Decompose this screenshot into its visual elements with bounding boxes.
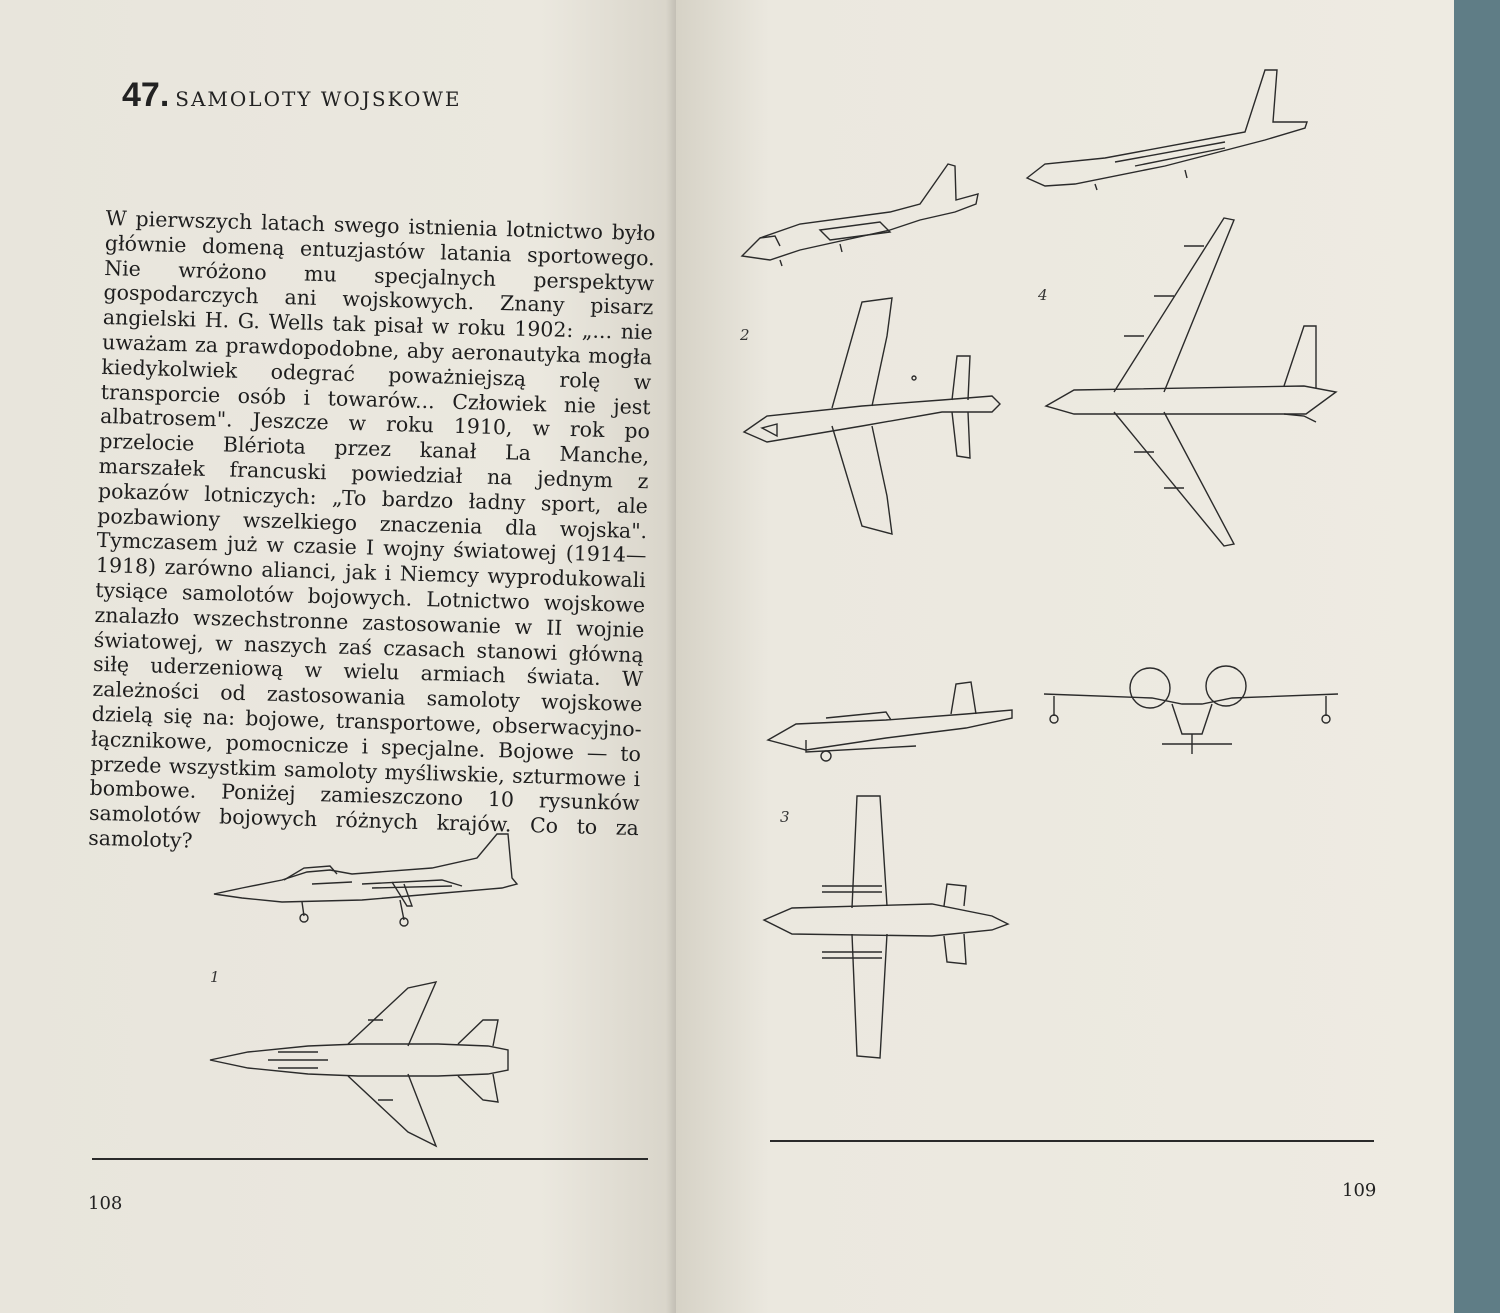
- body-text: W pierwszych latach swego istnienia lotnictwo było głównie domeną entuzjastów latania sportowego. Nie wróżono mu specjalnych perspektyw gospodarczych ani wojskowych. Znany pisarz angielski H. G. Wells tak pisał w roku 1902: „... nie uważam za prawdopodobne, aby aeronautyka mogła kiedykolwiek odegrać poważniejszą rolę w transporcie osób i towarów... Człowiek nie jest albatrosem". Jeszcze w roku 1910, w rok po przelocie Blériota przez kanał La Manche, marszałek francuski powiedział na jednym z pokazów lotniczych: „To bardzo ładny sport, ale pozbawiony wszelkiego znaczenia dla wojska". Tymczasem już w czasie I wojny światowej (1914—1918) zarówno alianci, jak i Niemcy wyprodukowali tysiące samolotów bojowych. Lotnictwo wojskowe znalazło wszechstronne zastosowanie w II wojnie światowej, w naszych zaś czasach stanowi główną siłę uderzeniową w wielu armiach świata. W zależności od zastosowania samoloty wojskowe dzielą się na: bojowe, transportowe, obserwacyjno-łącznikowe, pomocnicze i specjalne. Bojowe — to przede wszystkim samoloty myśliwskie, szturmowe i bombowe. Poniżej zamieszczono 10 rysunków samolotów bojowych różnych krajów. Co to za samoloty?: [88, 206, 656, 853]
- aircraft-1-top-view: [208, 980, 518, 1150]
- left-bottom-rule: [92, 1158, 648, 1160]
- section-heading: [122, 76, 462, 115]
- aircraft-3-top-view: [762, 794, 1010, 1060]
- figure-1-label: 1: [210, 968, 220, 986]
- section-number: 47.: [122, 76, 170, 114]
- figure-2-label: 2: [740, 326, 750, 344]
- section-title: SAMOLOTY WOJSKOWE: [175, 87, 462, 111]
- aircraft-4-top-view: [1044, 216, 1344, 550]
- left-page: [0, 0, 676, 1313]
- aircraft-5-front-view: [1042, 664, 1340, 758]
- aircraft-2-top-view: [742, 296, 1004, 536]
- aircraft-2-side-view: [740, 160, 985, 270]
- aircraft-4-side-view: [1025, 66, 1310, 192]
- aircraft-5-side-view: [766, 680, 1016, 766]
- figure-4-label: 4: [1038, 286, 1048, 304]
- left-page-number: 108: [88, 1193, 123, 1214]
- figure-3-label: 3: [780, 808, 790, 826]
- right-bottom-rule: [770, 1140, 1374, 1142]
- right-page-number: 109: [1342, 1180, 1377, 1201]
- aircraft-1-side-view: [212, 828, 522, 928]
